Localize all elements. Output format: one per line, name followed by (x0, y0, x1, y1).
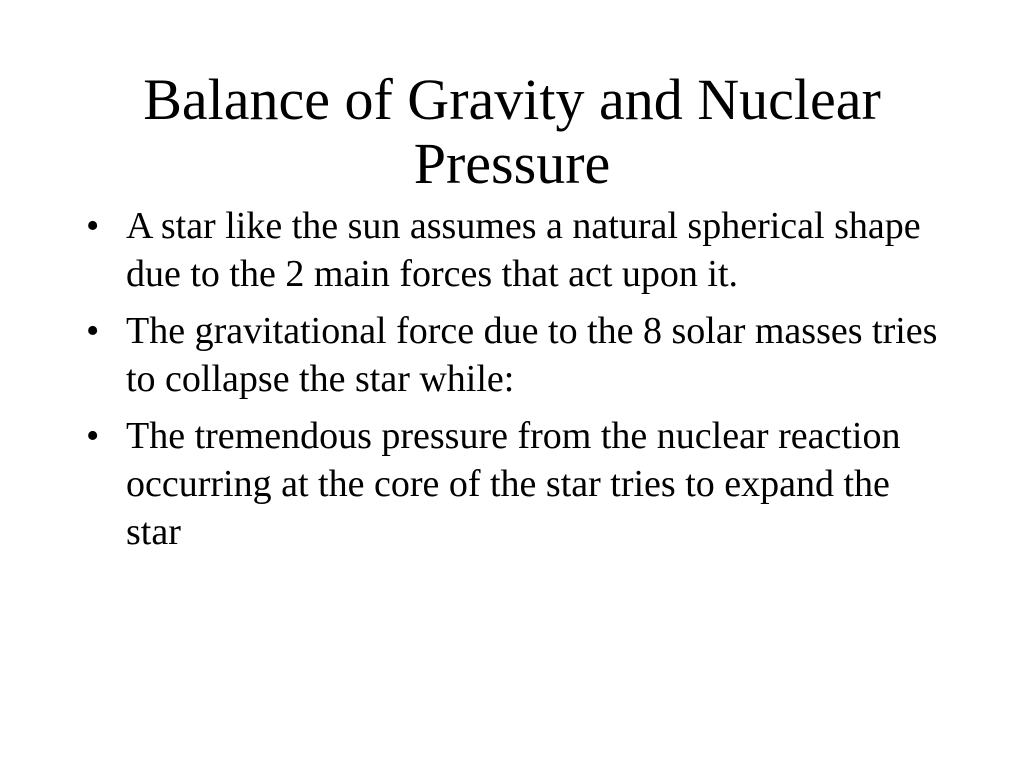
bullet-text: The gravitational force due to the 8 solar masses tries to collapse the star while: (126, 310, 938, 400)
bullet-icon: • (86, 205, 100, 247)
bullet-text: A star like the sun assumes a natural spherical shape due to the 2 main forces that act upon it. (126, 205, 921, 295)
bullet-item (84, 412, 944, 556)
bullet-icon: • (86, 310, 100, 352)
bullet-icon: • (86, 415, 100, 457)
bullet-text: The tremendous pressure from the nuclear reaction occurring at the core of the star tries to expand the star (126, 415, 901, 553)
bullet-list (84, 202, 944, 565)
bullet-item (84, 307, 944, 403)
slide-title: Balance of Gravity and Nuclear Pressure (143, 67, 881, 196)
bullet-item (84, 202, 944, 298)
